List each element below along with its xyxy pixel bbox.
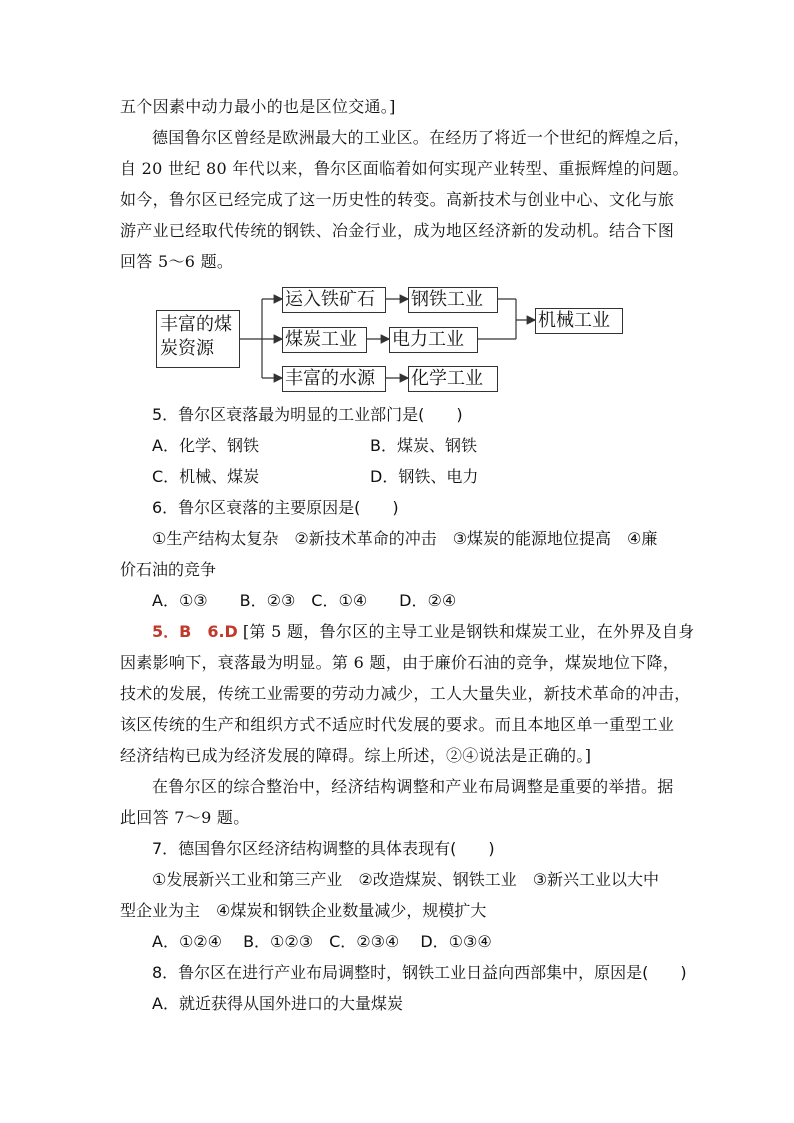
q6-options: A．①③ B．②③ C．①④ D．②④ <box>152 591 457 610</box>
q5-option-c: C．机械、煤炭 <box>152 467 260 486</box>
paragraph-2-line-2: 此回答 7～9 题。 <box>120 808 250 827</box>
box-iron-ore: 运入铁矿石 <box>282 287 386 313</box>
box-steel-industry: 钢铁工业 <box>408 287 498 313</box>
q8-stem: 8．鲁尔区在进行产业布局调整时，钢铁工业日益向西部集中，原因是( ) <box>152 963 687 982</box>
q5-stem: 5．鲁尔区衰落最为明显的工业部门是( ) <box>152 405 463 424</box>
q7-options: A．①②④ B．①②③ C．②③④ D．①③④ <box>152 932 492 951</box>
answer-5-6-line-4: 该区传统的生产和组织方式不适应时代发展的要求。而且本地区单一重型工业 <box>120 715 675 734</box>
q6-statements-line-2: 价石油的竞争 <box>120 560 217 579</box>
paragraph-1-line-5: 回答 5～6 题。 <box>120 252 234 271</box>
paragraph-1-line-3: 如今，鲁尔区已经完成了这一历史性的转变。高新技术与创业中心、文化与旅 <box>120 190 675 209</box>
q7-statements-line-2: 型企业为主 ④煤炭和钢铁企业数量减少，规模扩大 <box>120 901 487 920</box>
diagram-arrows <box>0 0 794 420</box>
paragraph-1-line-4: 游产业已经取代传统的钢铁、冶金行业，成为地区经济新的发动机。结合下图 <box>120 221 675 240</box>
q5-option-d: D．钢铁、电力 <box>370 467 479 486</box>
box-coal-resources-line-1: 丰富的煤 <box>160 314 232 335</box>
answer-5-6-text-1: [第 5 题，鲁尔区的主导工业是钢铁和煤炭工业，在外界及自身 <box>242 622 695 641</box>
paragraph-1-line-1: 德国鲁尔区曾经是欧洲最大的工业区。在经历了将近一个世纪的辉煌之后， <box>152 128 690 147</box>
box-coal-resources <box>156 310 240 368</box>
answer-5-6-line-1 <box>152 622 695 642</box>
answer-5-6-line-5: 经济结构已成为经济发展的障碍。综上所述，②④说法是正确的。] <box>120 746 592 765</box>
box-chemical-industry: 化学工业 <box>408 366 498 392</box>
box-power-industry: 电力工业 <box>389 327 478 353</box>
paragraph-1-line-2: 自 20 世纪 80 年代以来，鲁尔区面临着如何实现产业转型、重振辉煌的问题。 <box>120 159 689 178</box>
box-coal-resources-line-2: 炭资源 <box>160 338 214 359</box>
answer-5-6-label: 5．B 6.D <box>152 622 238 641</box>
answer-5-6-line-2: 因素影响下，衰落最为明显。第 6 题，由于廉价石油的竞争，煤炭地位下降， <box>120 653 680 672</box>
q7-stem: 7．德国鲁尔区经济结构调整的具体表现有( ) <box>152 839 495 858</box>
q7-statements-line-1: ①发展新兴工业和第三产业 ②改造煤炭、钢铁工业 ③新兴工业以大中 <box>152 870 660 889</box>
q6-statements-line-1: ①生产结构太复杂 ②新技术革命的冲击 ③煤炭的能源地位提高 ④廉 <box>152 529 658 548</box>
answer-5-6-line-3: 技术的发展，传统工业需要的劳动力减少，工人大量失业，新技术革命的冲击， <box>120 684 691 703</box>
line-0: 五个因素中动力最小的也是区位交通。] <box>120 97 396 116</box>
q8-option-a: A．就近获得从国外进口的大量煤炭 <box>152 994 403 1013</box>
box-machinery-industry: 机械工业 <box>535 308 623 334</box>
box-water-source: 丰富的水源 <box>282 366 386 392</box>
q5-option-b: B．煤炭、钢铁 <box>370 436 477 455</box>
q6-stem: 6．鲁尔区衰落的主要原因是( ) <box>152 498 399 517</box>
q5-option-a: A．化学、钢铁 <box>152 436 259 455</box>
paragraph-2-line-1: 在鲁尔区的综合整治中，经济结构调整和产业布局调整是重要的举措。据 <box>152 777 674 796</box>
box-coal-industry: 煤炭工业 <box>282 327 367 353</box>
